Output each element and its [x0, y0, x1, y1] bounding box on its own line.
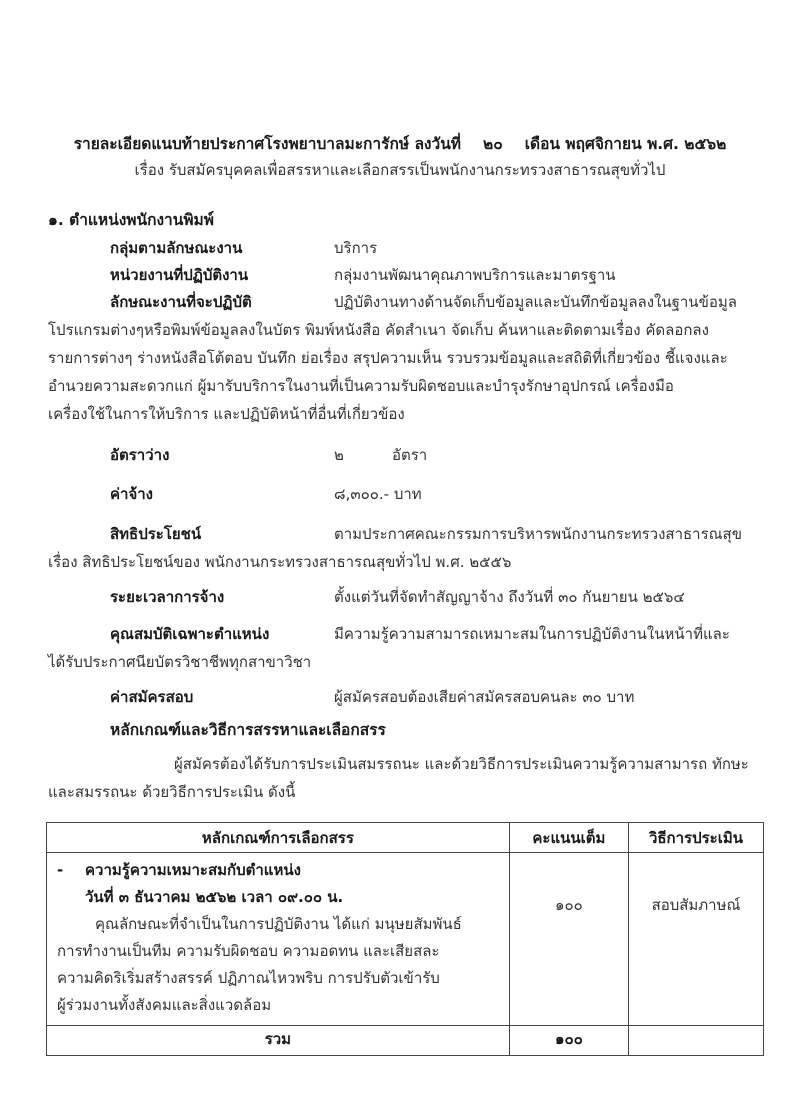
duties-line: โปรแกรมต่างๆหรือพิมพ์ข้อมูลลงในบัตร พิมพ์หนังสือ คัดสำเนา จัดเก็บ ค้นหาและติดตามเรื่อง คัดลอกลง — [48, 321, 709, 339]
document-title — [0, 131, 800, 156]
field-label: หน่วยงานที่ปฏิบัติงาน — [110, 266, 249, 284]
criteria-intro: ผู้สมัครต้องได้รับการประเมินสมรรถนะ และด้วยวิธีการประเมินความรู้ความสามารถ ทักษะ — [174, 755, 749, 773]
qualifications-continuation: ได้รับประกาศนียบัตรวิชาชีพทุกสาขาวิชา — [48, 653, 312, 671]
field-label: สิทธิประโยชน์ — [110, 525, 202, 543]
duties-line: รายการต่างๆ ร่างหนังสือโต้ตอบ บันทึก ย่อเรื่อง สรุปความเห็น รวบรวมข้อมูลและสถิติที่เกี่ยวข้อง ชี้แจงและ — [48, 349, 728, 367]
field-label: คุณสมบัติเฉพาะตำแหน่ง — [110, 625, 270, 643]
benefits-continuation: เรื่อง สิทธิประโยชน์ของ พนักงานกระทรวงสาธารณสุขทั่วไป พ.ศ. ๒๕๕๖ — [48, 553, 512, 571]
criteria-heading: หลักเกณฑ์และวิธีการสรรหาและเลือกสรร — [110, 721, 386, 739]
title-day: ๒๐ — [483, 135, 503, 153]
list-dash: - — [57, 861, 64, 879]
table-header-row — [47, 823, 764, 853]
vacancy-count: ๒ — [334, 446, 344, 464]
header-method: วิธีการประเมิน — [628, 823, 763, 853]
total-score: ๑๐๐ — [509, 1026, 628, 1056]
field-value: มีความรู้ความสามารถเหมาะสมในการปฏิบัติงานในหน้าที่และ — [334, 625, 730, 643]
criteria-table — [46, 822, 764, 1056]
title-month-year: เดือน พฤศจิกายน พ.ศ. ๒๕๖๒ — [524, 135, 727, 153]
criteria-desc-line: ผู้ร่วมงานทั้งสังคมและสิ่งแวดล้อม — [57, 996, 272, 1014]
title-text: รายละเอียดแนบท้ายประกาศโรงพยาบาลมะการักษ์ ลงวันที่ — [73, 135, 462, 153]
field-label: อัตราว่าง — [110, 446, 170, 464]
criteria-desc-line: การทำงานเป็นทีม ความรับผิดชอบ ความอดทน และเสียสละ — [57, 942, 440, 960]
table-row — [47, 853, 764, 1026]
duties-line: เครื่องใช้ในการให้บริการ และปฏิบัติหน้าที่อื่นที่เกี่ยวข้อง — [48, 405, 405, 423]
method-cell: สอบสัมภาษณ์ — [628, 853, 763, 1026]
field-value: กลุ่มงานพัฒนาคุณภาพบริการและมาตรฐาน — [334, 266, 616, 284]
field-value: ตั้งแต่วันที่จัดทำสัญญาจ้าง ถึงวันที่ ๓๐ กันยายน ๒๕๖๔ — [334, 588, 685, 606]
field-label: กลุ่มตามลักษณะงาน — [110, 239, 243, 257]
total-label: รวม — [47, 1026, 510, 1056]
field-value: บริการ — [334, 239, 378, 257]
field-label: ค่าจ้าง — [110, 485, 153, 503]
criteria-date: วันที่ ๓ ธันวาคม ๒๕๖๒ เวลา ๐๙.๐๐ น. — [85, 888, 344, 906]
header-criteria: หลักเกณฑ์การเลือกสรร — [47, 823, 510, 853]
field-value: ปฏิบัติงานทางด้านจัดเก็บข้อมูลและบันทึกข้อมูลลงในฐานข้อมูล — [334, 293, 737, 311]
header-full-score: คะแนนเต็ม — [509, 823, 628, 853]
field-label: ระยะเวลาการจ้าง — [110, 588, 225, 606]
total-row — [47, 1026, 764, 1056]
position-heading: ๑. ตำแหน่งพนักงานพิมพ์ — [48, 211, 214, 229]
criteria-title: ความรู้ความเหมาะสมกับตำแหน่ง — [85, 861, 301, 879]
score-cell: ๑๐๐ — [509, 853, 628, 1026]
criteria-desc-line: ความคิดริเริ่มสร้างสรรค์ ปฏิภาณไหวพริบ การปรับตัวเข้ารับ — [57, 969, 440, 987]
field-value: ๘,๓๐๐.- บาท — [334, 485, 422, 503]
document-subtitle: เรื่อง รับสมัครบุคคลเพื่อสรรหาและเลือกสรรเป็นพนักงานกระทรวงสาธารณสุขทั่วไป — [134, 161, 666, 179]
criteria-cell — [47, 853, 510, 1026]
criteria-intro-cont: และสมรรถนะ ด้วยวิธีการประเมิน ดังนี้ — [48, 783, 296, 801]
field-value: ตามประกาศคณะกรรมการบริหารพนักงานกระทรวงสาธารณสุข — [334, 525, 742, 543]
field-label: ค่าสมัครสอบ — [110, 688, 194, 706]
duties-line: อำนวยความสะดวกแก่ ผู้มารับบริการในงานที่เป็นความรับผิดชอบและบำรุงรักษาอุปกรณ์ เครื่องมือ — [48, 377, 674, 395]
total-method — [628, 1026, 763, 1056]
field-value: ผู้สมัครสอบต้องเสียค่าสมัครสอบคนละ ๓๐ บาท — [334, 688, 635, 706]
criteria-desc-line: คุณลักษณะที่จำเป็นในการปฏิบัติงาน ได้แก่ มนุษยสัมพันธ์ — [95, 915, 462, 933]
field-label: ลักษณะงานที่จะปฏิบัติ — [110, 293, 252, 311]
vacancy-unit: อัตรา — [392, 446, 428, 464]
